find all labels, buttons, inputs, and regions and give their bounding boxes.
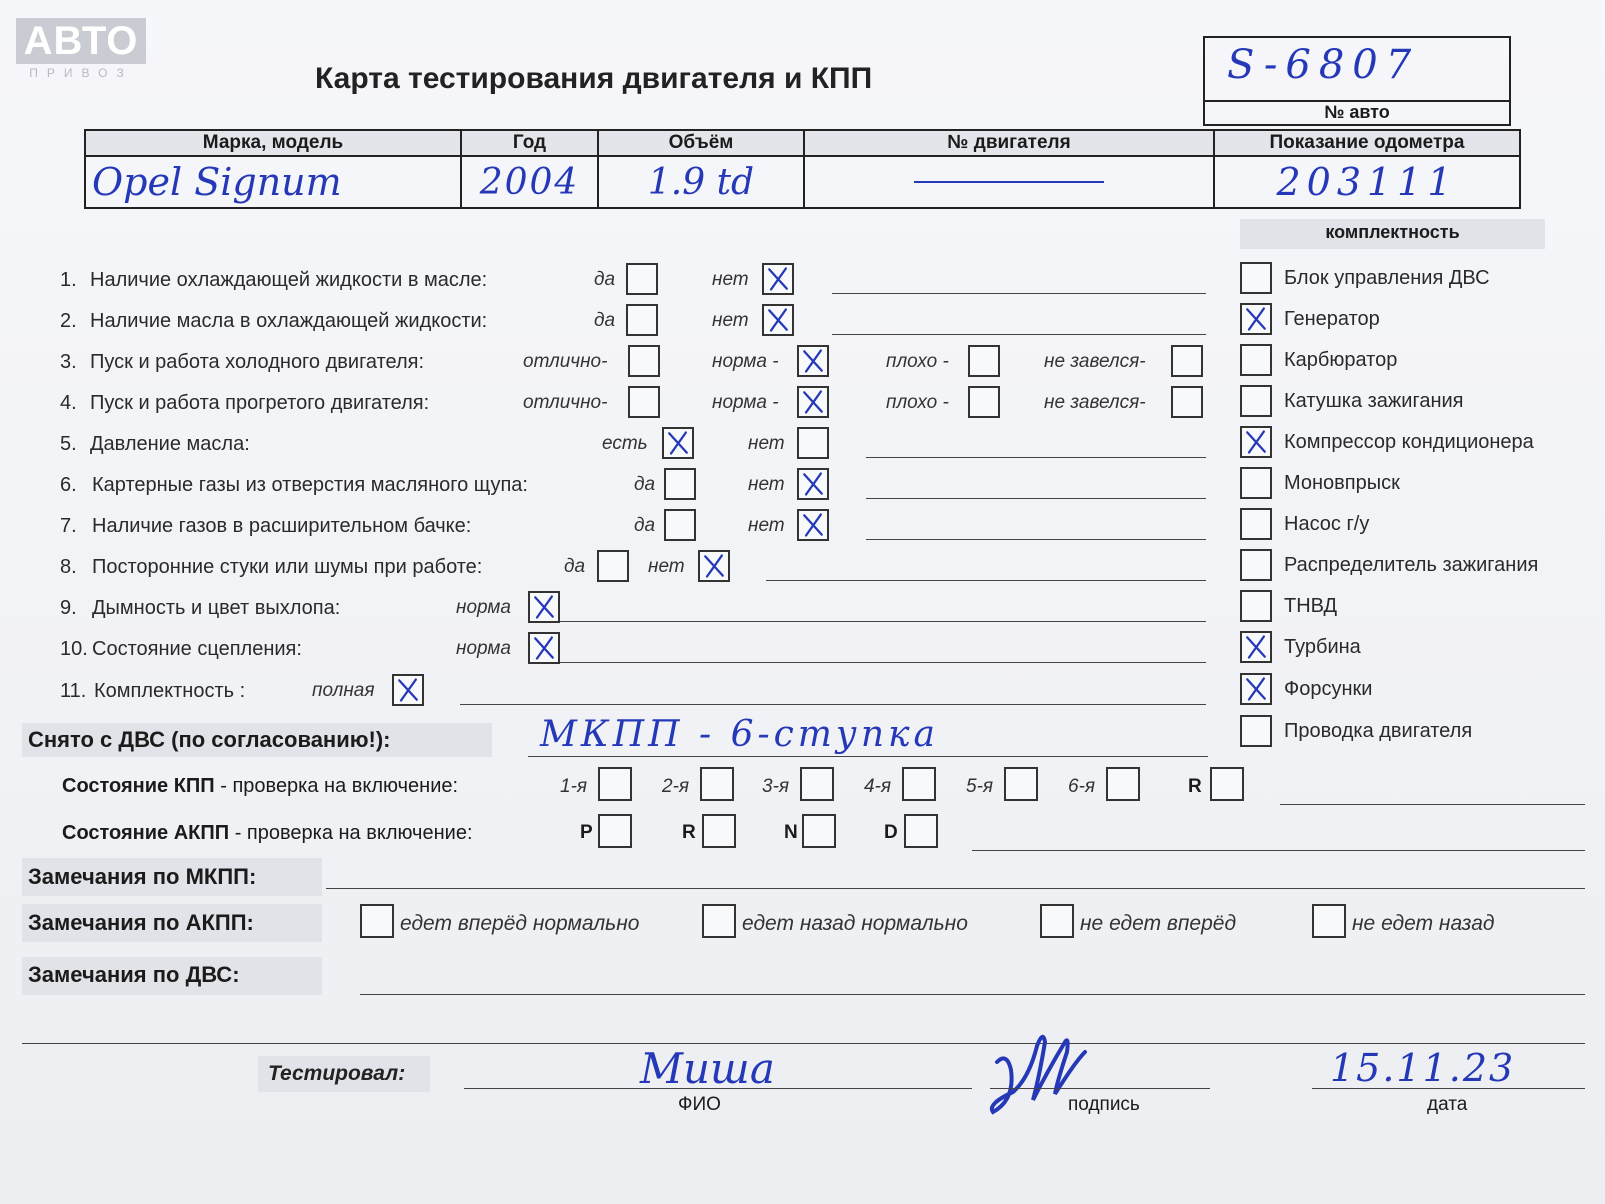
signature-line — [990, 1088, 1210, 1089]
check-x-mark — [1242, 428, 1270, 456]
row-option-checkbox[interactable] — [662, 427, 694, 459]
row-option-checkbox[interactable] — [664, 509, 696, 541]
kpp-gear-label: 3-я — [762, 776, 790, 797]
row-comment-line — [866, 457, 1206, 458]
row-comment-line — [832, 293, 1206, 294]
tested-label: Тестировал: — [268, 1062, 406, 1085]
akpp-remark-label: едет назад нормально — [742, 912, 968, 935]
row-number: 4. — [60, 392, 77, 414]
removed-value: МКПП - 6-ступка — [540, 714, 939, 755]
date-line — [1312, 1088, 1585, 1089]
row-option-checkbox[interactable] — [626, 304, 658, 336]
kpp-gear-label: 1-я — [560, 776, 588, 797]
kpp-gear-checkbox[interactable] — [800, 767, 834, 801]
akpp-mode-label: N — [784, 822, 798, 843]
row-question: Наличие газов в расширительном бачке: — [92, 515, 472, 537]
engine-number-label: № двигателя — [804, 130, 1214, 156]
kpp-gear-label: 5-я — [966, 776, 994, 797]
kit-item-label: Распределитель зажигания — [1284, 554, 1539, 576]
row-question: Пуск и работа холодного двигателя: — [90, 351, 425, 373]
row-option-checkbox[interactable] — [528, 591, 560, 623]
row-option-label: норма — [456, 638, 511, 659]
row-option-label: есть — [602, 433, 648, 454]
check-x-mark — [1242, 633, 1270, 661]
row-comment-line — [866, 539, 1206, 540]
kit-item-checkbox[interactable] — [1240, 508, 1272, 540]
kpp-gear-checkbox[interactable] — [1210, 767, 1244, 801]
vehicle-header-table — [84, 129, 1521, 209]
row-option-label: нет — [712, 310, 749, 331]
check-x-mark — [764, 265, 792, 293]
row-number: 2. — [60, 310, 77, 332]
kpp-gear-checkbox[interactable] — [902, 767, 936, 801]
kit-item-label: Турбина — [1284, 636, 1361, 658]
row-question: Комплектность : — [94, 680, 246, 702]
akpp-mode-checkbox[interactable] — [802, 814, 836, 848]
row-question: Пуск и работа прогретого двигателя: — [90, 392, 430, 414]
row-option-label: плохо - — [886, 351, 949, 372]
kit-item-checkbox[interactable] — [1240, 590, 1272, 622]
row-comment-line — [766, 580, 1206, 581]
akpp-mode-checkbox[interactable] — [598, 814, 632, 848]
kit-item-label: Катушка зажигания — [1284, 390, 1464, 412]
odometer-label: Показание одометра — [1214, 130, 1520, 156]
row-option-label: отлично- — [523, 392, 608, 413]
brand-value: Opel Signum — [92, 160, 342, 204]
row-option-checkbox[interactable] — [762, 304, 794, 336]
remarks-dvs-line — [360, 994, 1585, 995]
kit-item-checkbox[interactable] — [1240, 303, 1272, 335]
signature-caption: подпись — [1068, 1094, 1140, 1115]
kpp-gear-checkbox[interactable] — [1106, 767, 1140, 801]
check-x-mark — [799, 470, 827, 498]
row-option-checkbox[interactable] — [797, 386, 829, 418]
kit-item-checkbox[interactable] — [1240, 467, 1272, 499]
row-number: 5. — [60, 433, 77, 455]
akpp-remark-checkbox[interactable] — [1312, 904, 1346, 938]
avtoprivoz-logo: АВТО — [16, 18, 146, 64]
row-option-checkbox[interactable] — [797, 427, 829, 459]
row-option-label: нет — [712, 269, 749, 290]
row-option-checkbox[interactable] — [664, 468, 696, 500]
row-option-checkbox[interactable] — [762, 263, 794, 295]
row-question: Наличие охлаждающей жидкости в масле: — [90, 269, 488, 291]
year-label: Год — [461, 130, 598, 156]
row-option-checkbox[interactable] — [628, 345, 660, 377]
row-option-checkbox[interactable] — [698, 550, 730, 582]
remarks-dvs-line-2 — [22, 1043, 1585, 1044]
check-x-mark — [1242, 305, 1270, 333]
date-caption: дата — [1427, 1094, 1468, 1115]
row-comment-line — [866, 498, 1206, 499]
akpp-mode-label: P — [580, 822, 593, 843]
row-option-label: нет — [648, 556, 685, 577]
engine-number-dash — [914, 181, 1104, 183]
row-option-label: норма - — [712, 392, 779, 413]
kit-item-label: ТНВД — [1284, 595, 1338, 617]
row-question: Состояние сцепления: — [92, 638, 302, 660]
row-option-checkbox[interactable] — [797, 345, 829, 377]
remarks-dvs-label: Замечания по ДВС: — [28, 962, 240, 987]
kit-item-label: Компрессор кондиционера — [1284, 431, 1534, 453]
row-question: Дымность и цвет выхлопа: — [92, 597, 341, 619]
row-option-label: нет — [748, 474, 785, 495]
row-number: 9. — [60, 597, 77, 619]
akpp-mode-checkbox[interactable] — [702, 814, 736, 848]
row-option-label: плохо - — [886, 392, 949, 413]
year-value: 2004 — [479, 161, 580, 203]
akpp-remark-label: едет вперёд нормально — [400, 912, 640, 935]
row-number: 7. — [60, 515, 77, 537]
check-x-mark — [799, 511, 827, 539]
row-option-label: не завелся- — [1044, 392, 1146, 413]
tester-name-value: Миша — [640, 1044, 775, 1093]
check-x-mark — [530, 593, 558, 621]
row-number: 1. — [60, 269, 77, 291]
akpp-mode-checkbox[interactable] — [904, 814, 938, 848]
remarks-akpp-label: Замечания по АКПП: — [28, 910, 254, 935]
kpp-gear-label: 6-я — [1068, 776, 1096, 797]
check-x-mark — [1242, 675, 1270, 703]
akpp-label: Состояние АКПП - проверка на включение: — [62, 822, 473, 844]
row-comment-line — [832, 334, 1206, 335]
row-number: 6. — [60, 474, 77, 496]
row-option-checkbox[interactable] — [597, 550, 629, 582]
remarks-mkpp-line — [326, 888, 1585, 889]
logo-subtitle: ПРИВОЗ — [29, 66, 133, 80]
row-option-checkbox[interactable] — [626, 263, 658, 295]
kpp-gear-label: 4-я — [864, 776, 892, 797]
check-x-mark — [764, 306, 792, 334]
kpp-gear-checkbox[interactable] — [598, 767, 632, 801]
row-option-label: норма — [456, 597, 511, 618]
volume-value: 1.9 td — [647, 161, 755, 203]
row-comment-line — [460, 704, 1206, 705]
kit-item-label: Моновпрыск — [1284, 472, 1400, 494]
check-x-mark — [664, 429, 692, 457]
auto-number-box — [1203, 36, 1511, 126]
kit-item-checkbox[interactable] — [1240, 673, 1272, 705]
name-line — [464, 1088, 972, 1089]
row-option-label: норма - — [712, 351, 779, 372]
akpp-remark-label: не едет вперёд — [1080, 912, 1237, 935]
row-option-checkbox[interactable] — [1171, 345, 1203, 377]
row-option-label: нет — [748, 433, 785, 454]
check-x-mark — [394, 676, 422, 704]
kit-item-checkbox[interactable] — [1240, 715, 1272, 747]
kit-item-checkbox[interactable] — [1240, 426, 1272, 458]
akpp-remark-checkbox[interactable] — [360, 904, 394, 938]
row-comment-line — [560, 621, 1206, 622]
row-number: 3. — [60, 351, 77, 373]
auto-number-label: № авто — [1324, 102, 1390, 122]
removed-label: Снято с ДВС (по согласованию!): — [28, 727, 391, 752]
row-option-label: да — [564, 556, 586, 577]
row-number: 8. — [60, 556, 77, 578]
kit-item-checkbox[interactable] — [1240, 344, 1272, 376]
kpp-gear-checkbox[interactable] — [700, 767, 734, 801]
akpp-underline — [972, 850, 1585, 851]
row-comment-line — [560, 662, 1206, 663]
row-option-label: да — [594, 310, 616, 331]
kpp-gear-label: R — [1188, 776, 1202, 797]
check-x-mark — [799, 347, 827, 375]
row-option-label: да — [634, 515, 656, 536]
row-question: Картерные газы из отверстия масляного щупа: — [92, 474, 528, 496]
row-question: Наличие масла в охлаждающей жидкости: — [90, 310, 488, 332]
row-option-checkbox[interactable] — [628, 386, 660, 418]
kit-item-checkbox[interactable] — [1240, 262, 1272, 294]
page-title: Карта тестирования двигателя и КПП — [315, 62, 873, 95]
akpp-remark-label: не едет назад — [1352, 912, 1495, 935]
akpp-remark-checkbox[interactable] — [702, 904, 736, 938]
row-option-label: не завелся- — [1044, 351, 1146, 372]
row-option-label: да — [594, 269, 616, 290]
volume-label: Объём — [598, 130, 804, 156]
kit-item-label: Генератор — [1284, 308, 1380, 330]
kit-item-label: Форсунки — [1284, 678, 1373, 700]
kit-item-label: Блок управления ДВС — [1284, 267, 1490, 289]
kit-title: комплектность — [1325, 222, 1460, 242]
row-option-checkbox[interactable] — [968, 386, 1000, 418]
kit-item-label: Насос г/у — [1284, 513, 1370, 535]
row-option-label: да — [634, 474, 656, 495]
remarks-mkpp-label: Замечания по МКПП: — [28, 864, 257, 889]
row-option-checkbox[interactable] — [968, 345, 1000, 377]
row-number: 10. — [60, 638, 88, 660]
check-x-mark — [700, 552, 728, 580]
kpp-underline — [1280, 804, 1585, 805]
kit-item-checkbox[interactable] — [1240, 631, 1272, 663]
row-option-label: отлично- — [523, 351, 608, 372]
row-option-checkbox[interactable] — [392, 674, 424, 706]
akpp-remark-checkbox[interactable] — [1040, 904, 1074, 938]
removed-underline — [528, 756, 1208, 757]
kpp-label: Состояние КПП - проверка на включение: — [62, 775, 459, 797]
kit-item-label: Карбюратор — [1284, 349, 1398, 371]
kit-item-checkbox[interactable] — [1240, 385, 1272, 417]
row-option-checkbox[interactable] — [528, 632, 560, 664]
check-x-mark — [530, 634, 558, 662]
auto-number-value: S-6807 — [1227, 42, 1420, 88]
kpp-gear-checkbox[interactable] — [1004, 767, 1038, 801]
row-option-label: нет — [748, 515, 785, 536]
kit-item-checkbox[interactable] — [1240, 549, 1272, 581]
row-question: Давление масла: — [90, 433, 250, 455]
date-value: 15.11.23 — [1330, 1046, 1516, 1090]
row-question: Посторонние стуки или шумы при работе: — [92, 556, 483, 578]
odometer-value: 203111 — [1276, 160, 1458, 204]
kit-item-label: Проводка двигателя — [1284, 720, 1473, 742]
row-option-checkbox[interactable] — [797, 509, 829, 541]
check-x-mark — [799, 388, 827, 416]
akpp-mode-label: D — [884, 822, 898, 843]
row-option-checkbox[interactable] — [797, 468, 829, 500]
row-number: 11. — [60, 680, 87, 702]
kpp-gear-label: 2-я — [662, 776, 690, 797]
akpp-mode-label: R — [682, 822, 696, 843]
name-caption: ФИО — [678, 1094, 721, 1115]
brand-label: Марка, модель — [85, 130, 461, 156]
row-option-checkbox[interactable] — [1171, 386, 1203, 418]
row-option-label: полная — [312, 680, 375, 701]
